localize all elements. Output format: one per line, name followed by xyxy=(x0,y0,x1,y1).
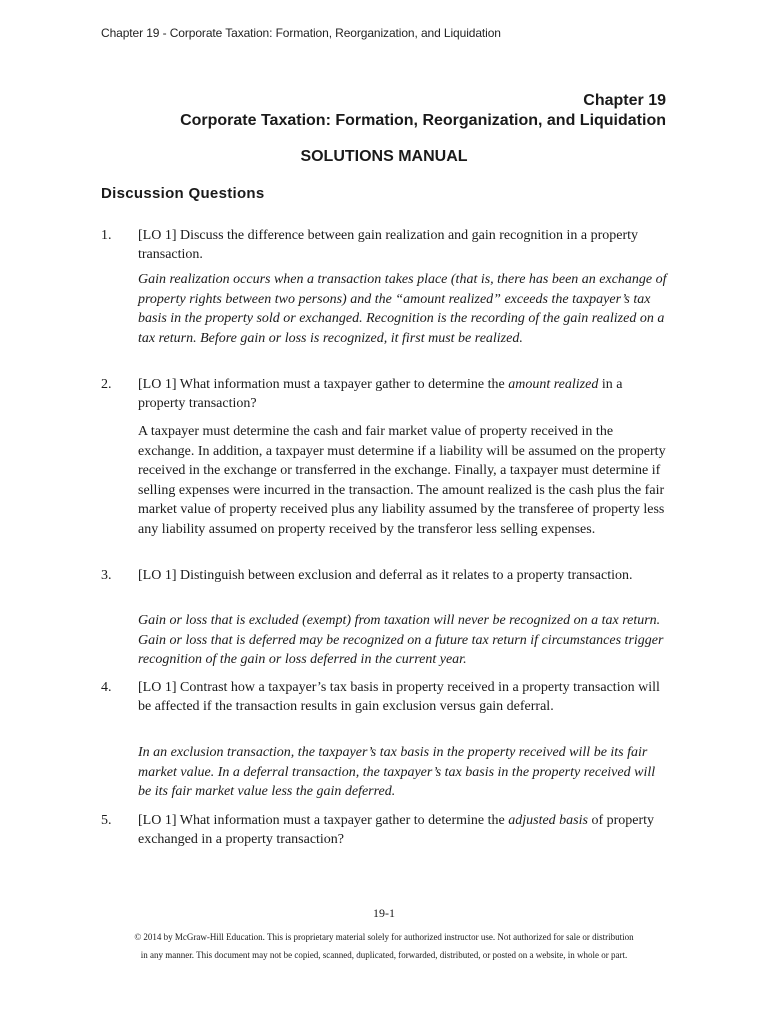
question-3 xyxy=(101,566,671,585)
question-number: 5. xyxy=(101,813,112,828)
question-number: 1. xyxy=(101,228,112,243)
question-text: [LO 1] What information must a taxpayer gather to determine the amount realized in a property transaction? xyxy=(138,377,623,411)
answer-4: In an exclusion transaction, the taxpayer’s tax basis in the property received will be its fair market value. In a deferral transaction, the taxpayer’s tax basis in the property received will be its fair market value less the gain deferred. xyxy=(138,745,656,799)
question-text: [LO 1] Distinguish between exclusion and deferral as it relates to a property transaction. xyxy=(138,568,633,583)
copyright-notice xyxy=(90,928,678,964)
chapter-number: Chapter 19 xyxy=(583,92,666,109)
running-header: Chapter 19 - Corporate Taxation: Formation, Reorganization, and Liquidation xyxy=(101,26,501,40)
section-heading: Discussion Questions xyxy=(101,185,265,202)
chapter-title: Corporate Taxation: Formation, Reorganization, and Liquidation xyxy=(180,112,666,129)
solutions-manual-title: SOLUTIONS MANUAL xyxy=(300,148,468,165)
answer-1: Gain realization occurs when a transaction takes place (that is, there has been an exchange of property rights between two persons) and the “amount realized” exceeds the taxpayer’s tax basis in the property sold or exchanged. Recognition is the recording of the gain realized on a tax return. Before gain or loss is recognized, it first must be realized. xyxy=(138,272,667,346)
page-number: 19-1 xyxy=(373,906,395,920)
question-1 xyxy=(101,226,671,264)
answer-2: A taxpayer must determine the cash and fair market value of property received in the exchange. In addition, a taxpayer must determine if a liability will be assumed on the property received in the exchange or transferred in the exchange. Finally, a taxpayer must determine if selling expenses were incurred in the transaction. The amount realized is the cash plus the fair market value of property received plus any liability assumed by the transferee of property less any liability assumed on property received by the transferor less selling expenses. xyxy=(138,424,666,537)
question-5 xyxy=(101,811,671,849)
copyright-line: © 2014 by McGraw-Hill Education. This is proprietary material solely for authorized instructor use. Not authorized for sale or distribution xyxy=(134,932,634,942)
question-text: [LO 1] What information must a taxpayer gather to determine the adjusted basis of property exchanged in a property transaction? xyxy=(138,813,655,847)
question-text: [LO 1] Discuss the difference between gain realization and gain recognition in a property transaction. xyxy=(138,228,639,262)
question-4 xyxy=(101,678,671,716)
question-2 xyxy=(101,375,671,413)
question-number: 4. xyxy=(101,680,112,695)
question-number: 3. xyxy=(101,568,112,583)
question-text: [LO 1] Contrast how a taxpayer’s tax basis in property received in a property transaction will be affected if the transaction results in gain exclusion versus gain deferral. xyxy=(138,680,660,714)
answer-3: Gain or loss that is excluded (exempt) from taxation will never be recognized on a tax return. Gain or loss that is deferred may be recognized on a future tax return if circumstances trigger recognition of the gain or loss deferred in the current year. xyxy=(138,613,664,667)
question-number: 2. xyxy=(101,377,112,392)
copyright-line: in any manner. This document may not be copied, scanned, duplicated, forwarded, distributed, or posted on a website, in whole or part. xyxy=(140,950,628,960)
